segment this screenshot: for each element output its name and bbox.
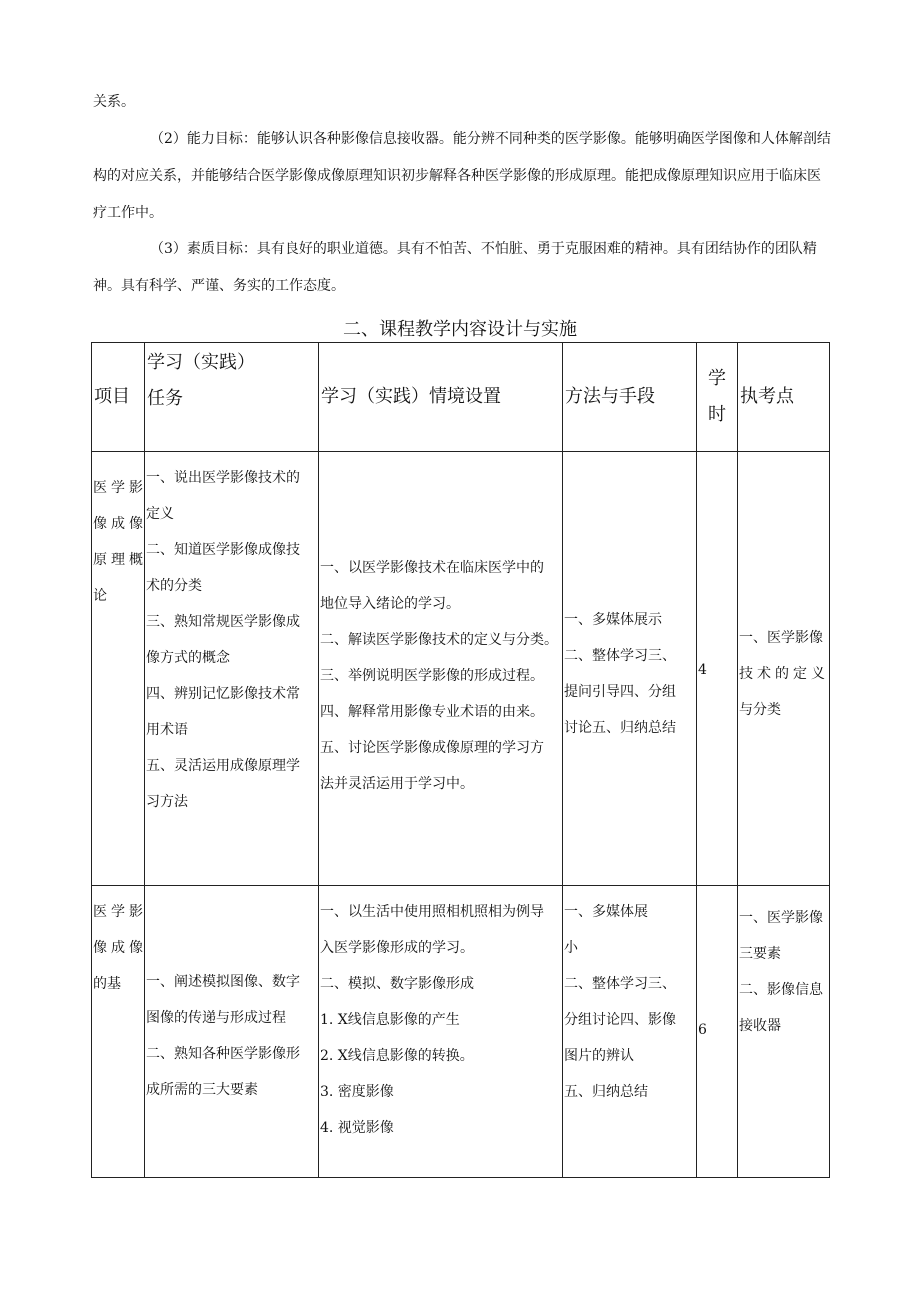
row1-task-line: 习方法 [146,794,188,810]
row2-situation-line: 一、以生活中使用照相机照相为例导 [320,904,544,920]
row2-method-line: 图片的辨认 [564,1048,634,1064]
paragraph-quality-goal: （3）素质目标：具有良好的职业道德。具有不怕苦、不怕脏、勇于克服困难的精神。具有团结协作的团队精神。具有科学、严谨、务实的工作态度。 [93,241,817,294]
row1-method-line: 讨论五、归纳总结 [564,720,676,736]
row2-hours-cell [697,886,738,1178]
header-task [145,343,319,452]
table-header-row [92,343,830,452]
row1-exam-line: 与分类 [739,702,781,718]
header-hours-line1: 学 [708,368,726,389]
row1-task-line: 用术语 [146,722,188,738]
row2-situation-cell [319,886,563,1178]
row2-task-line: 图像的传递与形成过程 [146,1010,286,1026]
row1-situation-line: 四、解释常用影像专业术语的由来。 [320,704,544,720]
row2-method-line: 小 [564,940,578,956]
header-method: 方法与手段 [563,343,697,452]
row2-hours-value: 6 [698,1022,707,1038]
paragraph-continuation: 关系。 [93,94,135,110]
row1-task-line: 术的分类 [146,578,202,594]
row1-situation-line: 五、讨论医学影像成像原理的学习方 [320,740,544,756]
row2-exam-line: 二、影像信息 [739,982,823,998]
row1-hours-value: 4 [698,662,707,678]
row2-exam-line: 三要素 [739,946,781,962]
row1-method-line: 二、整体学习三、 [564,648,676,664]
row1-tasks-cell [145,452,319,886]
row1-task-line: 定义 [146,506,174,522]
row1-exam-cell [738,452,830,886]
row1-project-line: 论 [93,588,107,604]
row1-hours-cell [697,452,738,886]
row1-situation-line: 地位导入绪论的学习。 [320,596,460,612]
row1-situation-line: 二、解读医学影像技术的定义与分类。 [320,632,558,648]
row2-situation-line: 4. 视觉影像 [320,1120,394,1136]
header-exam: 执考点 [738,343,830,452]
header-project: 项目 [92,343,145,452]
header-situation: 学习（实践）情境设置 [319,343,563,452]
row2-method-cell [563,886,697,1178]
header-task-line1: 学习（实践） [147,352,255,373]
row1-situation-line: 法并灵活运用于学习中。 [320,776,474,792]
row1-task-line: 一、说出医学影像技术的 [146,470,300,486]
row1-task-line: 二、知道医学影像成像技 [146,542,300,558]
header-hours-line2: 时 [708,404,726,425]
paragraph-ability-goal: （2）能力目标：能够认识各种影像信息接收器。能分辨不同种类的医学影像。能够明确医学图像和人体解剖结构的对应关系，并能够结合医学影像成像原理知识初步解释各种医学影像的形成原理。能把成像原理知识应用于临床医疗工作中。 [93,131,831,221]
row1-task-line: 五、灵活运用成像原理学 [146,758,300,774]
row1-task-line: 像方式的概念 [146,650,230,666]
row2-exam-cell [738,886,830,1178]
row2-tasks-cell [145,886,319,1178]
header-task-line2: 任务 [147,388,183,409]
row2-task-line: 成所需的三大要素 [146,1082,258,1098]
row2-method-line: 分组讨论四、影像 [564,1012,676,1028]
row1-project-line: 原理概 [93,552,147,568]
row2-situation-line: 3. 密度影像 [320,1084,394,1100]
row2-method-line: 一、多媒体展 [564,904,648,920]
row1-project-line: 像成像 [93,516,147,532]
row1-exam-line: 一、医学影像 [739,630,823,646]
row1-exam-line: 技术的定义 [739,666,829,682]
row1-situation-cell [319,452,563,886]
row2-task-line: 一、阐述模拟图像、数字 [146,974,300,990]
row2-project-line: 医学影 [93,904,147,920]
row2-project-line: 的基 [93,976,121,992]
row2-exam-line: 一、医学影像 [739,910,823,926]
row2-method-line: 五、归纳总结 [564,1084,648,1100]
section-title: 二、课程教学内容设计与实施 [343,319,577,340]
row2-situation-line: 2. X线信息影像的转换。 [320,1048,474,1064]
row2-situation-line: 1. X线信息影像的产生 [320,1012,460,1028]
row2-project-line: 像成像 [93,940,147,956]
row1-method-line: 一、多媒体展示 [564,612,662,628]
row1-method-cell [563,452,697,886]
row2-situation-line: 二、模拟、数字影像形成 [320,976,474,992]
row2-project-cell [92,886,145,1178]
table-row [92,452,830,886]
row1-task-line: 四、辨别记忆影像技术常 [146,686,300,702]
row2-task-line: 二、熟知各种医学影像形 [146,1046,300,1062]
row1-method-line: 提问引导四、分组 [564,684,676,700]
header-hours [697,343,738,452]
row1-project-line: 医学影 [93,480,147,496]
row2-exam-line: 接收器 [739,1018,781,1034]
row2-situation-line: 入医学影像形成的学习。 [320,940,474,956]
row1-situation-line: 一、以医学影像技术在临床医学中的 [320,560,544,576]
row1-situation-line: 三、举例说明医学影像的形成过程。 [320,668,544,684]
course-design-table [91,342,830,1178]
table-row [92,886,830,1178]
row1-task-line: 三、熟知常规医学影像成 [146,614,300,630]
row1-project-cell [92,452,145,886]
row2-method-line: 二、整体学习三、 [564,976,676,992]
